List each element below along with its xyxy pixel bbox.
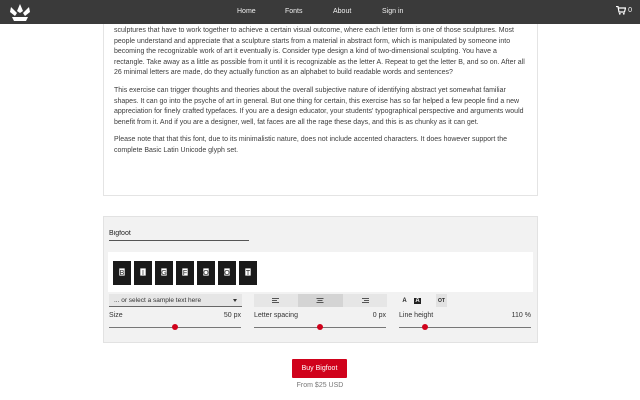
sample-text-select-value: ... or select a sample text here xyxy=(114,297,202,304)
letter-spacing-slider xyxy=(254,312,386,334)
align-left-button[interactable] xyxy=(254,294,298,307)
description-paragraph: Please note that that this font, due to its minimalistic nature, does not include accented characters. It does however support the complete Basic Latin Unicode glyph set. xyxy=(114,136,508,154)
shopping-cart-icon xyxy=(616,6,626,15)
preview-glyph xyxy=(113,261,131,285)
size-label: Size xyxy=(109,312,123,319)
type-tester-panel xyxy=(103,216,538,343)
preview-text-input[interactable] xyxy=(109,226,249,241)
font-description xyxy=(103,24,538,196)
align-center-icon xyxy=(316,298,324,303)
nav-link-about[interactable]: About xyxy=(333,8,352,15)
preview-glyph xyxy=(218,261,236,285)
svg-text:I: I xyxy=(142,269,144,277)
light-on-dark-button[interactable] xyxy=(412,294,423,307)
line-height-slider-track[interactable] xyxy=(399,327,531,328)
dark-on-light-button[interactable] xyxy=(399,294,410,307)
svg-text:O: O xyxy=(203,269,209,277)
letter-spacing-value: 0 px xyxy=(372,312,386,319)
main-navigation xyxy=(0,0,640,24)
preview-glyph xyxy=(197,261,215,285)
preview-glyph xyxy=(134,261,152,285)
buy-font-button[interactable]: Buy Bigfoot xyxy=(292,359,347,378)
opentype-features-button[interactable] xyxy=(436,294,447,307)
alignment-toggle xyxy=(254,294,387,307)
description-paragraph: sculptures that have to work together to achieve a certain visual outcome, where each letter form is one of those sculptures. Most people understand and appreciate that a sculpture starts from a material in abstract form, which is manipulated by someone into becoming the recognizable work of art it eventually is. Consider type design a kind of two-dimensional sculpting. You have a rectangle. Take away as a little as possible from it until it is recognizable as the letter A. Repeat to get the letter B, and so on. After all 26 minimal letters are made, do they actually function as an alphabet to build readable words and sentences? xyxy=(114,27,525,77)
letter-spacing-slider-thumb[interactable] xyxy=(317,324,323,330)
size-value: 50 px xyxy=(223,312,241,319)
nav-link-fonts[interactable]: Fonts xyxy=(285,8,303,15)
font-preview xyxy=(108,252,533,292)
align-center-button[interactable] xyxy=(298,294,342,307)
svg-text:O: O xyxy=(224,269,230,277)
cart-count: 0 xyxy=(628,7,632,14)
nav-link-home[interactable]: Home xyxy=(237,8,256,15)
opentype-label: OT xyxy=(438,297,445,304)
line-height-slider-thumb[interactable] xyxy=(422,324,428,330)
preview-glyph xyxy=(176,261,194,285)
svg-text:T: T xyxy=(245,269,251,277)
cart-button[interactable] xyxy=(616,6,632,15)
style-inverted-label: A xyxy=(415,297,420,304)
top-navbar xyxy=(0,0,640,24)
nav-link-sign-in[interactable]: Sign in xyxy=(382,8,404,15)
chevron-down-icon xyxy=(233,299,237,302)
preview-specimen xyxy=(113,260,263,286)
preview-glyph xyxy=(155,261,173,285)
description-paragraph: This exercise can trigger thoughts and theories about the overall subjective nature of identifying abstract yet somewhat familiar shapes. It can go into the psyche of art in general. But one thing for certain, this exercise has so far helped a few people find a new appreciation for finely crafted typefaces. If you are a design educator, your students' typographical perspective and arguments would benefit from it. And if you are a designer, well, fat faces are all the rage these days, and this is as chunky as it can get. xyxy=(114,86,524,126)
style-normal-label: A xyxy=(402,297,407,304)
sample-text-select[interactable] xyxy=(109,294,242,307)
line-height-slider xyxy=(399,312,531,334)
preview-glyph xyxy=(239,261,257,285)
line-height-label: Line height xyxy=(399,312,434,319)
align-left-icon xyxy=(272,298,280,303)
svg-text:G: G xyxy=(161,269,167,277)
size-slider-thumb[interactable] xyxy=(172,324,178,330)
size-slider xyxy=(109,312,241,334)
svg-text:B: B xyxy=(119,269,125,277)
letter-spacing-label: Letter spacing xyxy=(254,312,298,319)
price-label: From $25 USD xyxy=(296,382,344,389)
line-height-value: 110 % xyxy=(511,312,531,319)
color-mode-toggle xyxy=(399,294,447,307)
svg-text:F: F xyxy=(182,269,188,277)
align-right-icon xyxy=(361,298,369,303)
align-right-button[interactable] xyxy=(343,294,387,307)
